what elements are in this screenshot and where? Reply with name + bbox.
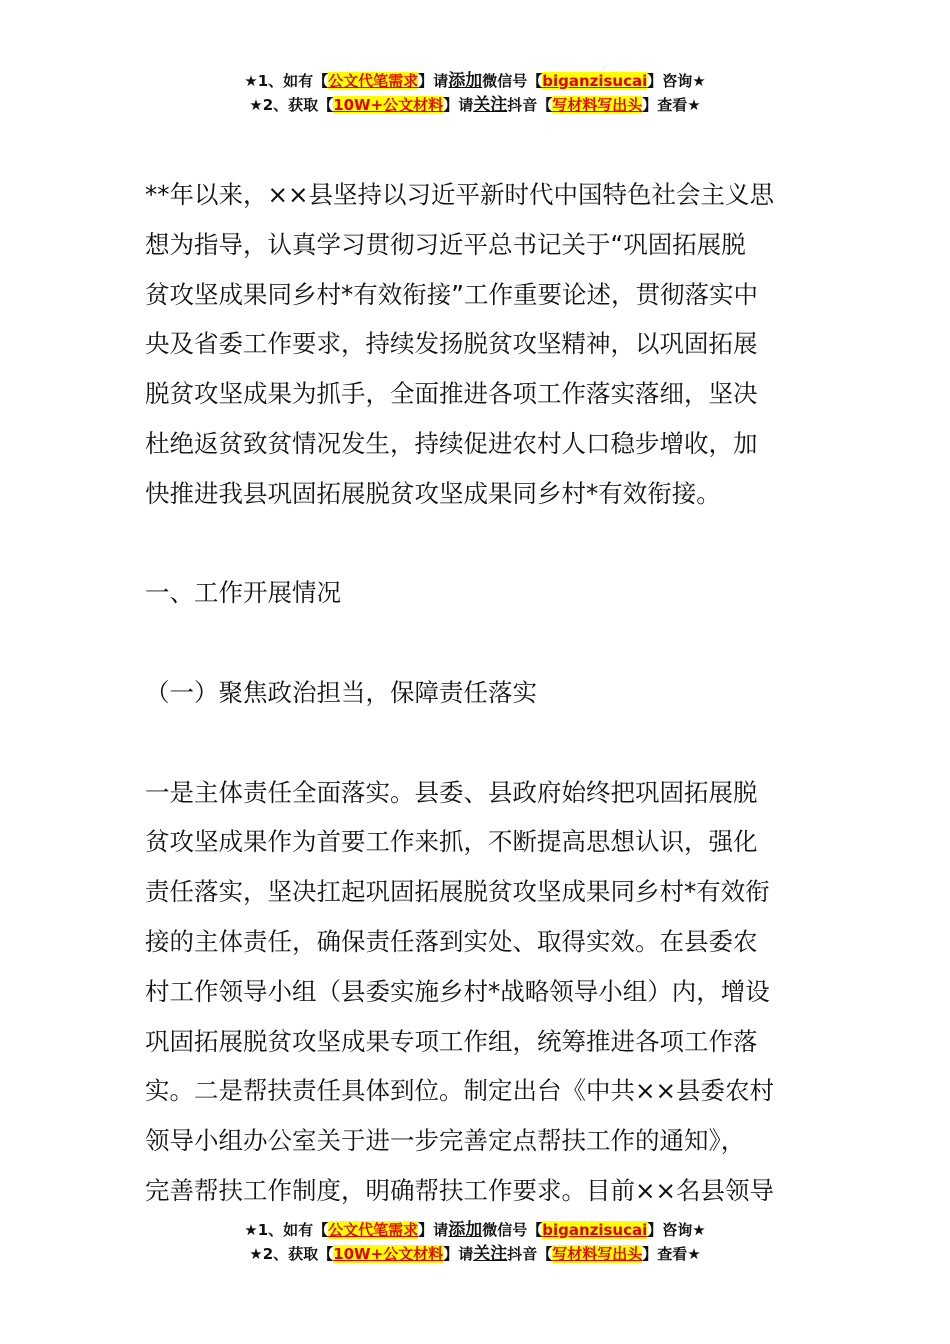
- text-line: 贫攻坚成果同乡村*有效衔接”工作重要论述，贯彻落实中: [145, 279, 758, 309]
- promo-banner-bottom: [0, 1218, 950, 1266]
- text-line: 央及省委工作要求，持续发扬脱贫攻坚精神，以巩固拓展: [145, 329, 758, 359]
- text: 】查看★: [642, 1245, 701, 1263]
- text: ★2、获取【: [249, 96, 334, 114]
- text-line: 贫攻坚成果作为首要工作来抓，不断提高思想认识，强化: [145, 827, 758, 857]
- wechat-id: biganzisucai: [542, 1221, 648, 1239]
- text-line: 接的主体责任，确保责任落到实处、取得实效。在县委农: [145, 926, 758, 956]
- paragraph-responsibility: [145, 768, 825, 1216]
- emphasis-follow: 关注: [473, 1244, 508, 1264]
- text-line: 想为指导，认真学习贯彻习近平总书记关于“巩固拓展脱: [145, 229, 746, 259]
- text-line: 责任落实，坚决扛起巩固拓展脱贫攻坚成果同乡村*有效衔: [145, 877, 770, 907]
- text: 微信号【: [482, 1221, 543, 1239]
- text-line: 实。二是帮扶责任具体到位。制定出台《中共××县委农村: [145, 1076, 775, 1106]
- emphasis-follow: 关注: [473, 95, 508, 115]
- text: 】咨询★: [647, 1221, 706, 1239]
- text: 】请: [443, 96, 474, 114]
- highlight-service: 公文代笔需求: [328, 72, 419, 90]
- emphasis-add: 添加: [448, 1220, 483, 1240]
- document-body: [145, 170, 825, 1216]
- text: 抖音【: [507, 1245, 553, 1263]
- promo-line-2: [0, 93, 950, 117]
- promo-banner-top: [0, 69, 950, 117]
- highlight-service: 公文代笔需求: [328, 1221, 419, 1239]
- text: ★2、获取【: [249, 1245, 334, 1263]
- paragraph-intro: [145, 170, 825, 519]
- text-line: 完善帮扶工作制度，明确帮扶工作要求。目前××名县领导: [145, 1175, 775, 1205]
- text: 微信号【: [482, 72, 543, 90]
- text-line: 村工作领导小组（县委实施乡村*战略领导小组）内，增设: [145, 976, 770, 1006]
- text-line: 一是主体责任全面落实。县委、县政府始终把巩固拓展脱: [145, 777, 758, 807]
- highlight-materials: 10W+公文材料: [333, 1245, 444, 1263]
- text: 】请: [418, 72, 449, 90]
- text-line: 巩固拓展脱贫攻坚成果专项工作组，统筹推进各项工作落: [145, 1026, 758, 1056]
- text: 】请: [418, 1221, 449, 1239]
- douyin-id: 写材料写出头: [552, 96, 643, 114]
- text: ★1、如有【: [244, 72, 329, 90]
- section-heading: 一、工作开展情况: [145, 578, 341, 608]
- text-line: 快推进我县巩固拓展脱贫攻坚成果同乡村*有效衔接。: [145, 478, 721, 508]
- text-line: 杜绝返贫致贫情况发生，持续促进农村人口稳步增收，加: [145, 428, 758, 458]
- promo-line-1: [0, 1218, 950, 1242]
- text-line: 脱贫攻坚成果为抓手，全面推进各项工作落实落细，坚决: [145, 379, 758, 409]
- highlight-materials: 10W+公文材料: [333, 96, 444, 114]
- text: 】请: [443, 1245, 474, 1263]
- promo-line-1: [0, 69, 950, 93]
- text-line: **年以来，××县坚持以习近平新时代中国特色社会主义思: [145, 180, 775, 209]
- wechat-id: biganzisucai: [542, 72, 648, 90]
- text: 】咨询★: [647, 72, 706, 90]
- subsection-heading: （一）聚焦政治担当，保障责任落实: [145, 677, 537, 707]
- text-line: 领导小组办公室关于进一步完善定点帮扶工作的通知》，: [145, 1126, 746, 1156]
- promo-line-2: [0, 1242, 950, 1266]
- douyin-id: 写材料写出头: [552, 1245, 643, 1263]
- text: 】查看★: [642, 96, 701, 114]
- text: ★1、如有【: [244, 1221, 329, 1239]
- emphasis-add: 添加: [448, 71, 483, 91]
- text: 抖音【: [507, 96, 553, 114]
